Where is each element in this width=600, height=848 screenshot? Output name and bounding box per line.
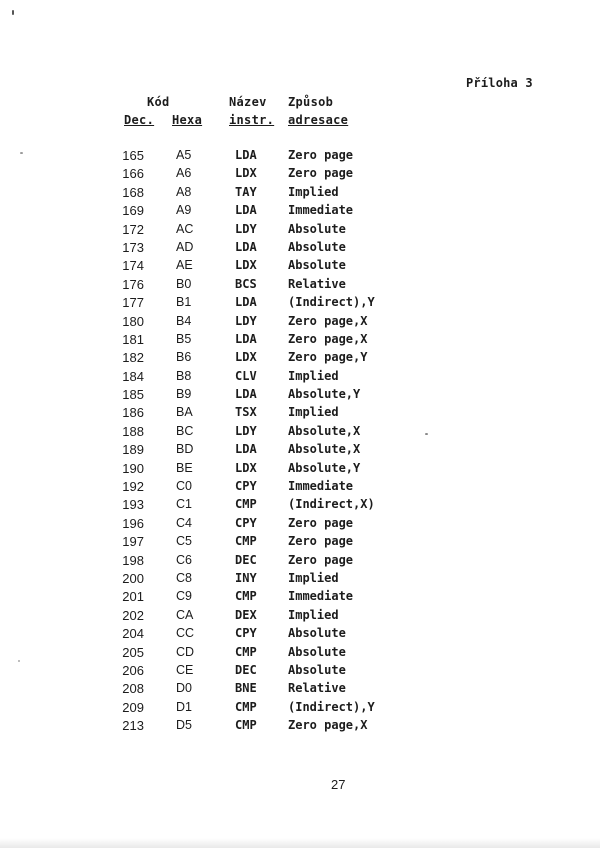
instruction-cell: BNE: [235, 681, 257, 696]
instruction-cell: LDA: [235, 295, 257, 310]
addressing-mode-cell: (Indirect),Y: [288, 295, 375, 310]
hex-cell: AD: [176, 239, 194, 254]
instruction-cell: DEC: [235, 662, 257, 677]
name-header-line1: Název: [229, 95, 267, 109]
table-row: [0, 608, 600, 626]
dec-cell: 208: [122, 681, 144, 697]
instruction-cell: LDA: [235, 331, 257, 346]
name-header-line2: instr.: [229, 113, 275, 127]
table-row: [0, 258, 600, 276]
instruction-cell: CMP: [235, 644, 257, 659]
dec-cell: 184: [122, 368, 144, 384]
instruction-cell: LDA: [235, 148, 257, 162]
instruction-cell: CPY: [235, 626, 257, 641]
table-row: [0, 166, 600, 184]
page-number: 27: [331, 777, 346, 792]
instruction-cell: LDX: [235, 350, 257, 365]
hex-cell: A9: [176, 203, 192, 218]
table-row: [0, 350, 600, 368]
hex-cell: C0: [176, 479, 192, 494]
instruction-cell: TSX: [235, 405, 257, 420]
instruction-cell: LDX: [235, 166, 257, 181]
addressing-mode-cell: Implied: [288, 405, 339, 420]
addressing-mode-cell: Zero page: [288, 534, 354, 549]
table-row: [0, 424, 600, 442]
dec-cell: 197: [122, 534, 144, 550]
dec-cell: 174: [122, 258, 144, 274]
mode-header-line1: Způsob: [288, 95, 334, 109]
dec-cell: 190: [122, 460, 144, 476]
dec-cell: 188: [122, 423, 144, 439]
hex-cell: D5: [176, 718, 192, 733]
addressing-mode-cell: Zero page: [288, 148, 354, 162]
addressing-mode-cell: Absolute,X: [288, 423, 361, 438]
hex-cell: C6: [176, 552, 192, 567]
instruction-cell: LDX: [235, 460, 257, 475]
dec-cell: 177: [122, 295, 144, 311]
table-row: [0, 332, 600, 350]
dec-cell: 169: [122, 203, 144, 219]
hex-cell: C1: [176, 497, 192, 512]
hex-cell: B4: [176, 313, 192, 328]
table-row: [0, 314, 600, 332]
dec-cell: 182: [122, 350, 144, 366]
table-row: [0, 405, 600, 423]
hex-cell: BC: [176, 423, 194, 438]
hex-cell: A6: [176, 166, 192, 181]
dec-cell: 213: [122, 718, 144, 734]
instruction-cell: DEX: [235, 607, 257, 622]
table-row: [0, 387, 600, 405]
hex-cell: C8: [176, 570, 192, 585]
addressing-mode-cell: Zero page: [288, 166, 354, 181]
hex-cell: C5: [176, 534, 192, 549]
table-row: [0, 497, 600, 515]
addressing-mode-cell: Absolute: [288, 626, 346, 641]
instruction-cell: LDA: [235, 442, 257, 457]
instruction-cell: LDA: [235, 203, 257, 218]
instruction-cell: CPY: [235, 479, 257, 494]
hex-cell: B0: [176, 276, 192, 291]
hex-cell: CC: [176, 626, 195, 641]
instruction-cell: CMP: [235, 497, 257, 512]
table-row: [0, 479, 600, 497]
dec-cell: 202: [122, 607, 144, 623]
instruction-cell: CMP: [235, 589, 257, 604]
addressing-mode-cell: (Indirect),Y: [288, 699, 375, 714]
dec-cell: 186: [122, 405, 144, 421]
addressing-mode-cell: Zero page,Y: [288, 350, 368, 365]
table-row: [0, 663, 600, 681]
scan-speck: [18, 660, 20, 662]
hex-cell: B1: [176, 295, 192, 310]
hex-cell: AC: [176, 221, 194, 236]
addressing-mode-cell: Zero page: [288, 552, 354, 567]
scan-speck: [12, 10, 14, 15]
table-row: [0, 516, 600, 534]
table-row: [0, 718, 600, 736]
hex-cell: BE: [176, 460, 193, 475]
addressing-mode-cell: Implied: [288, 570, 339, 585]
addressing-mode-cell: Relative: [288, 276, 346, 291]
hex-cell: D0: [176, 681, 192, 696]
addressing-mode-cell: Zero page,X: [288, 331, 368, 346]
scan-speck: [425, 433, 428, 435]
addressing-mode-cell: Zero page,X: [288, 718, 368, 733]
table-row: [0, 461, 600, 479]
instruction-cell: CMP: [235, 534, 257, 549]
dec-cell: 185: [122, 387, 144, 403]
instruction-cell: LDA: [235, 239, 257, 254]
addressing-mode-cell: Absolute: [288, 221, 346, 236]
addressing-mode-cell: Absolute,Y: [288, 460, 361, 475]
hex-cell: C4: [176, 515, 192, 530]
dec-cell: 198: [122, 552, 144, 568]
hex-cell: BD: [176, 442, 194, 457]
addressing-mode-cell: Zero page,X: [288, 313, 368, 328]
mode-header-line2: adresace: [288, 113, 349, 127]
addressing-mode-cell: Absolute,Y: [288, 387, 361, 402]
dec-cell: 168: [122, 184, 144, 200]
hex-cell: A8: [176, 184, 192, 199]
addressing-mode-cell: Absolute: [288, 662, 346, 677]
addressing-mode-cell: (Indirect,X): [288, 497, 375, 512]
addressing-mode-cell: Absolute: [288, 239, 346, 254]
appendix-label: Příloha 3: [466, 76, 533, 90]
hex-cell: AE: [176, 258, 193, 273]
addressing-mode-cell: Absolute: [288, 258, 346, 273]
addressing-mode-cell: Implied: [288, 368, 339, 383]
dec-cell: 166: [122, 166, 144, 182]
instruction-cell: LDY: [235, 423, 257, 438]
dec-cell: 196: [122, 515, 144, 531]
table-row: [0, 571, 600, 589]
dec-cell: 180: [122, 313, 144, 329]
table-row: [0, 240, 600, 258]
hex-cell: BA: [176, 405, 193, 420]
instruction-cell: CMP: [235, 718, 257, 733]
dec-cell: 181: [122, 331, 144, 347]
hex-cell: D1: [176, 699, 192, 714]
dec-cell: 193: [122, 497, 144, 513]
table-row: [0, 626, 600, 644]
hex-cell: CA: [176, 607, 194, 622]
table-row: [0, 369, 600, 387]
instruction-cell: INY: [235, 570, 257, 585]
dec-cell: 205: [122, 644, 144, 660]
table-row: [0, 534, 600, 552]
hex-cell: B6: [176, 350, 192, 365]
instruction-cell: LDY: [235, 221, 257, 236]
addressing-mode-cell: Immediate: [288, 203, 354, 218]
opcode-table: [0, 148, 600, 737]
instruction-cell: CPY: [235, 515, 257, 530]
instruction-cell: BCS: [235, 276, 257, 291]
table-row: [0, 295, 600, 313]
instruction-cell: LDA: [235, 387, 257, 402]
table-row: [0, 442, 600, 460]
instruction-cell: LDY: [235, 313, 257, 328]
dec-cell: 200: [122, 570, 144, 586]
dec-cell: 201: [122, 589, 144, 605]
hex-cell: CD: [176, 644, 195, 659]
hex-cell: B8: [176, 368, 192, 383]
dec-cell: 165: [122, 148, 144, 163]
addressing-mode-cell: Absolute: [288, 644, 346, 659]
table-row: [0, 645, 600, 663]
table-row: [0, 185, 600, 203]
hex-cell: C9: [176, 589, 192, 604]
scan-speck: [20, 152, 23, 154]
dec-cell: 204: [122, 626, 144, 642]
dec-cell: 176: [122, 276, 144, 292]
code-group-header: Kód: [147, 95, 170, 109]
dec-cell: 209: [122, 699, 144, 715]
hex-header: Hexa: [172, 113, 203, 127]
dec-cell: 206: [122, 662, 144, 678]
instruction-cell: TAY: [235, 184, 257, 199]
instruction-cell: LDX: [235, 258, 257, 273]
dec-cell: 172: [122, 221, 144, 237]
dec-cell: 189: [122, 442, 144, 458]
dec-cell: 173: [122, 239, 144, 255]
table-row: [0, 681, 600, 699]
table-row: [0, 203, 600, 221]
addressing-mode-cell: Immediate: [288, 589, 354, 604]
addressing-mode-cell: Zero page: [288, 515, 354, 530]
dec-cell: 192: [122, 479, 144, 495]
addressing-mode-cell: Immediate: [288, 479, 354, 494]
instruction-cell: CLV: [235, 368, 257, 383]
hex-cell: CE: [176, 662, 194, 677]
addressing-mode-cell: Implied: [288, 607, 339, 622]
dec-header: Dec.: [124, 113, 155, 127]
table-row: [0, 277, 600, 295]
table-row: [0, 553, 600, 571]
addressing-mode-cell: Relative: [288, 681, 346, 696]
instruction-cell: DEC: [235, 552, 257, 567]
instruction-cell: CMP: [235, 699, 257, 714]
table-row: [0, 700, 600, 718]
hex-cell: A5: [176, 148, 192, 162]
table-row: [0, 148, 600, 166]
table-row: [0, 222, 600, 240]
page-bottom-edge: [0, 838, 600, 848]
hex-cell: B9: [176, 387, 192, 402]
table-row: [0, 589, 600, 607]
addressing-mode-cell: Implied: [288, 184, 339, 199]
hex-cell: B5: [176, 331, 192, 346]
addressing-mode-cell: Absolute,X: [288, 442, 361, 457]
